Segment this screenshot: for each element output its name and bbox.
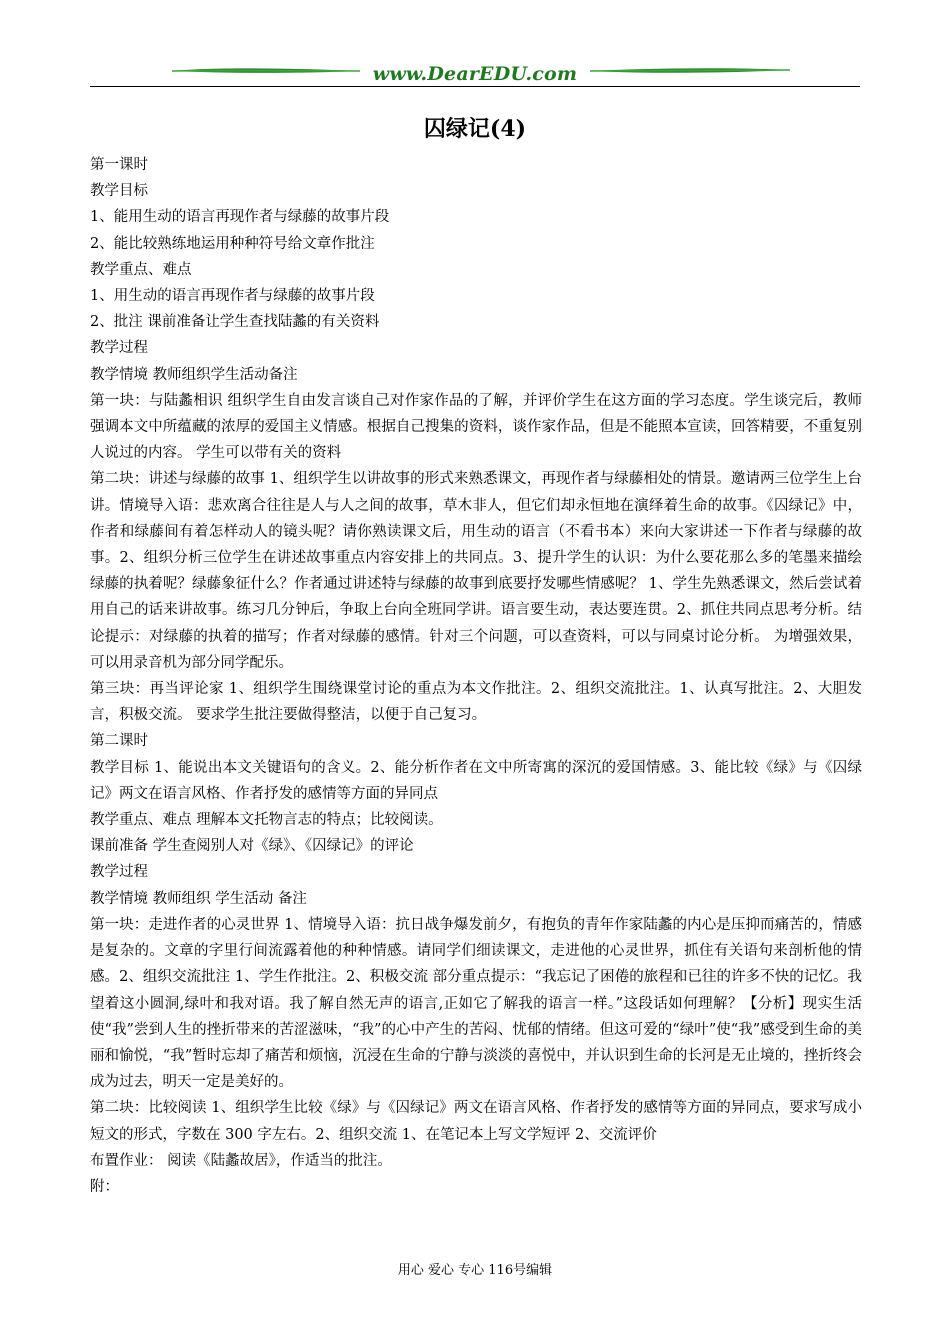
- paragraph: 1、能用生动的语言再现作者与绿藤的故事片段: [90, 209, 390, 226]
- paragraph: 布置作业： 阅读《陆蠡故居》，作适当的批注。: [90, 1152, 392, 1169]
- page-footer: 用心 爱心 专心 116号编辑: [397, 1263, 553, 1278]
- paragraph: 第一课时: [90, 157, 148, 173]
- paragraph: 课前准备 学生查阅别人对《绿》、《囚绿记》的评论: [90, 838, 414, 855]
- paragraph: 第二课时: [90, 733, 148, 750]
- paragraph: 2、批注 课前准备让学生查找陆蠡的有关资料: [90, 314, 380, 331]
- paragraph: 教学情境 教师组织 学生活动 备注: [90, 890, 307, 907]
- paragraph: 教学目标 1、能说出本文关键语句的含义。2、能分析作者在文中所寄寓的深沉的爱国情感。3、能比较《绿》与《囚绿记》两文在语言风格、作者抒发的感情等方面的异同点: [90, 759, 862, 802]
- header-divider: [90, 86, 860, 87]
- paragraph: 2、能比较熟练地运用种种符号给文章作批注: [90, 235, 375, 252]
- page-title: 囚绿记(4): [423, 116, 527, 142]
- site-logo-text: www.DearEDU.com: [372, 63, 578, 85]
- paragraph: 1、用生动的语言再现作者与绿藤的故事片段: [90, 288, 375, 305]
- paragraph: 教学情境 教师组织学生活动备注: [90, 366, 298, 383]
- paragraph: 教学过程: [90, 340, 148, 357]
- paragraph: 附：: [90, 1178, 119, 1195]
- paragraph: 第三块：再当评论家 1、组织学生围绕课堂讨论的重点为本文作批注。2、组织交流批注。1、认真写批注。2、大胆发言，积极交流。 要求学生批注要做得整洁，以便于自己复习。: [90, 681, 862, 724]
- paragraph: 第一块：走进作者的心灵世界 1、情境导入语：抗日战争爆发前夕，有抱负的青年作家陆蠡的内心是压抑而痛苦的，情感是复杂的。文章的字里行间流露着他的种种情感。请同学们细读课文，走进他的心灵世界，抓住有关语句来剖析他的情感。2、组织交流批注 1、学生作批注。2、积极交流 部分重点提示：“我忘记了困倦的旅程和已往的许多不快的记忆。我望着这小圆洞,绿叶和我对语。我了解自然无声的语言,正如它了解我的语言一样。”这段话如何理解？【分析】现实生活使“我”尝到人生的挫折带来的苦涩滋味，“我”的心中产生的苦闷、忧郁的情绪。但这可爱的“绿叶”使“我”感受到生命的美丽和愉悦，“我”暂时忘却了痛苦和烦恼，沉浸在生命的宁静与淡淡的喜悦中，并认识到生命的长河是无止境的，挫折终会成为过去，明天一定是美好的。: [90, 916, 862, 1091]
- paragraph: 第二块：比较阅读 1、组织学生比较《绿》与《囚绿记》两文在语言风格、作者抒发的感情等方面的异同点，要求写成小短文的形式，字数在 300 字左右。2、组织交流 1、在笔记本上写文学短评 2、交流评价: [90, 1100, 862, 1143]
- paragraph: 教学重点、难点 理解本文托物言志的特点；比较阅读。: [90, 812, 443, 829]
- paragraph: 教学重点、难点: [90, 261, 192, 278]
- paragraph: 第一块：与陆蠡相识 组织学生自由发言谈自己对作家作品的了解，并评价学生在这方面的学习态度。学生谈完后，教师强调本文中所蕴藏的浓厚的爱国主义情感。根据自己搜集的资料，谈作家作品，但是不能照本宣读，回答精要，不重复别人说过的内容。 学生可以带有关的资料: [90, 392, 862, 462]
- paragraph: 第二块：讲述与绿藤的故事 1、组织学生以讲故事的形式来熟悉课文，再现作者与绿藤相处的情景。邀请两三位学生上台讲。情境导入语：悲欢离合往往是人与人之间的故事，草木非人，但它们却永恒地在演绎着生命的故事。《囚绿记》中，作者和绿藤间有着怎样动人的镜头呢？请你熟读课文后，用生动的语言（不看书本）来向大家讲述一下作者与绿藤的故事。2、组织分析三位学生在讲述故事重点内容安排上的共同点。3、提升学生的认识：为什么要花那么多的笔墨来描绘绿藤的执着呢？绿藤象征什么？作者通过讲述特与绿藤的故事到底要抒发哪些情感呢？ 1、学生先熟悉课文，然后尝试着用自己的话来讲故事。练习几分钟后，争取上台向全班同学讲。语言要生动，表达要连贯。2、抓住共同点思考分析。结论提示：对绿藤的执着的描写；作者对绿藤的感情。针对三个问题，可以查资料，可以与同桌讨论分析。 为增强效果，可以用录音机为部分同学配乐。: [90, 471, 862, 671]
- paragraph: 教学过程: [90, 864, 148, 881]
- paragraph: 教学目标: [90, 183, 148, 200]
- document-body: [90, 152, 862, 1200]
